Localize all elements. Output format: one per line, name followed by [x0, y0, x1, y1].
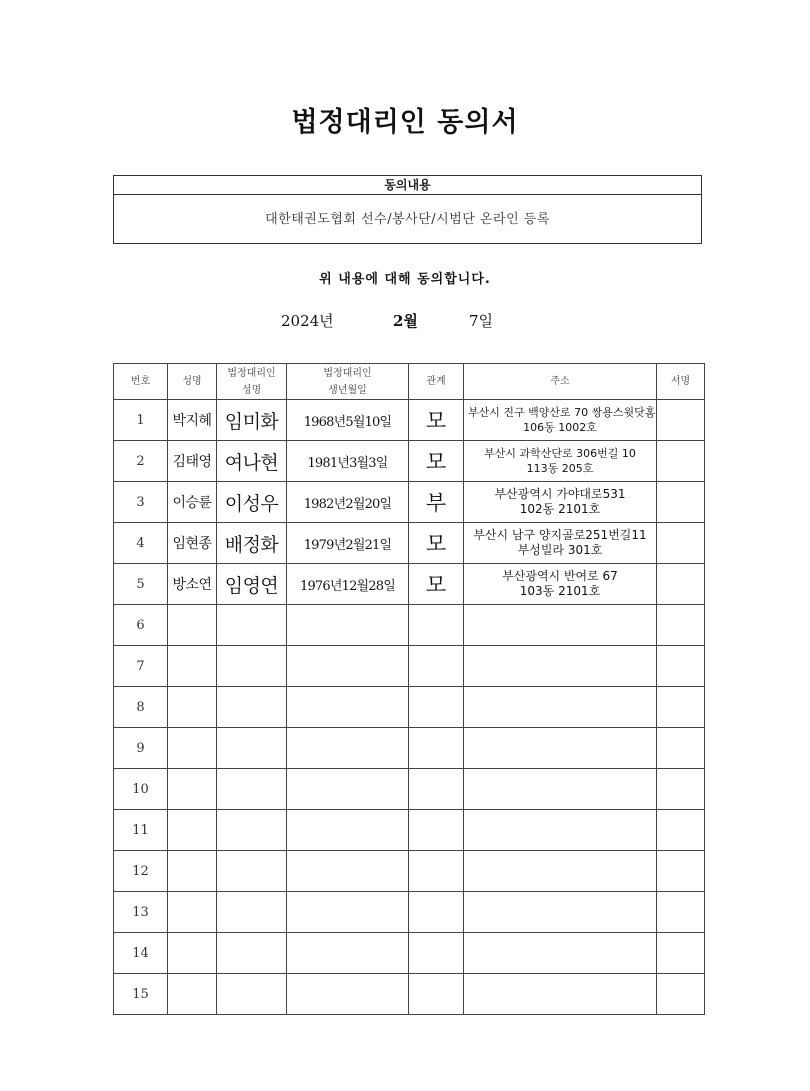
address-line-2: 106동 1002호 [523, 421, 597, 434]
table-row [114, 605, 705, 646]
row-number: 11 [114, 810, 168, 851]
signature-cell[interactable] [657, 441, 705, 482]
student-name: 방소연 [168, 564, 217, 605]
relation [409, 646, 464, 687]
row-number: 5 [114, 564, 168, 605]
address-line-1: 부산시 과학산단로 306번길 10 [484, 447, 636, 460]
address [464, 769, 657, 810]
address [464, 851, 657, 892]
address [464, 892, 657, 933]
student-name [168, 892, 217, 933]
student-name [168, 933, 217, 974]
table-row [114, 441, 705, 482]
guardian-birthdate [287, 851, 409, 892]
table-row [114, 892, 705, 933]
guardian-name [217, 605, 287, 646]
header-signature: 서명 [657, 364, 705, 400]
relation [409, 974, 464, 1015]
relation: 모 [409, 400, 464, 441]
guardian-name: 임영연 [217, 564, 287, 605]
guardian-birthdate: 1976년12월28일 [287, 564, 409, 605]
address [464, 974, 657, 1015]
guardian-name: 배정화 [217, 523, 287, 564]
signature-cell[interactable] [657, 974, 705, 1015]
signature-cell[interactable] [657, 400, 705, 441]
table-row [114, 523, 705, 564]
header-rep-name-line2: 성명 [241, 384, 262, 396]
address-line-1: 부산광역시 가야대로531 [494, 487, 626, 501]
student-name [168, 728, 217, 769]
guardian-name [217, 810, 287, 851]
guardian-name [217, 974, 287, 1015]
student-name [168, 810, 217, 851]
address-line-1: 부산시 진구 백양산로 70 쌍용스윗닷홈 [468, 406, 656, 419]
guardian-birthdate [287, 933, 409, 974]
date-month: 2월 [393, 312, 418, 330]
row-number: 9 [114, 728, 168, 769]
signature-cell[interactable] [657, 482, 705, 523]
row-number: 10 [114, 769, 168, 810]
relation: 모 [409, 441, 464, 482]
date-year: 2024년 [281, 312, 334, 330]
header-rep-dob-line1: 법정대리인 [323, 367, 372, 379]
row-number: 3 [114, 482, 168, 523]
header-rep-name [217, 364, 287, 400]
consent-box [113, 175, 702, 244]
guardian-name [217, 728, 287, 769]
student-name [168, 687, 217, 728]
student-name: 임현종 [168, 523, 217, 564]
table-row [114, 851, 705, 892]
table-row [114, 728, 705, 769]
table-row [114, 564, 705, 605]
table-header-row [114, 364, 705, 400]
signature-cell[interactable] [657, 564, 705, 605]
guardian-birthdate: 1982년2월20일 [287, 482, 409, 523]
address [464, 810, 657, 851]
address-line-2: 103동 2101호 [519, 584, 601, 598]
address-line-2: 부성빌라 301호 [517, 543, 603, 557]
table-row [114, 810, 705, 851]
address [464, 728, 657, 769]
relation [409, 810, 464, 851]
header-rep-dob [287, 364, 409, 400]
row-number: 4 [114, 523, 168, 564]
guardian-birthdate [287, 605, 409, 646]
address [464, 687, 657, 728]
address [464, 605, 657, 646]
signature-cell[interactable] [657, 728, 705, 769]
signature-cell[interactable] [657, 769, 705, 810]
table-row [114, 482, 705, 523]
date-day: 7일 [469, 312, 494, 330]
address [464, 441, 657, 482]
document-title: 법정대리인 동의서 [291, 107, 519, 138]
signature-cell[interactable] [657, 810, 705, 851]
signature-cell[interactable] [657, 523, 705, 564]
address-line-2: 113동 205호 [526, 462, 594, 475]
guardian-birthdate: 1968년5월10일 [287, 400, 409, 441]
table-row [114, 974, 705, 1015]
relation: 모 [409, 523, 464, 564]
student-name [168, 769, 217, 810]
address [464, 646, 657, 687]
guardian-birthdate [287, 687, 409, 728]
student-name: 이승륜 [168, 482, 217, 523]
signature-cell[interactable] [657, 646, 705, 687]
consent-header: 동의내용 [114, 176, 701, 195]
header-name: 성명 [168, 364, 217, 400]
guardian-name: 임미화 [217, 400, 287, 441]
header-rep-name-line1: 법정대리인 [227, 367, 276, 379]
row-number: 2 [114, 441, 168, 482]
address-line-1: 부산시 남구 양지골로251번길11 [473, 528, 647, 542]
relation [409, 851, 464, 892]
guardian-birthdate [287, 810, 409, 851]
signature-cell[interactable] [657, 892, 705, 933]
row-number: 7 [114, 646, 168, 687]
guardian-birthdate: 1979년2월21일 [287, 523, 409, 564]
header-rep-dob-line2: 생년월일 [328, 384, 367, 396]
student-name: 박지혜 [168, 400, 217, 441]
relation [409, 933, 464, 974]
student-name [168, 851, 217, 892]
guardian-name [217, 851, 287, 892]
table-row [114, 400, 705, 441]
guardian-name: 여나현 [217, 441, 287, 482]
student-name [168, 974, 217, 1015]
guardian-birthdate: 1981년3월3일 [287, 441, 409, 482]
table-row [114, 769, 705, 810]
signature-cell[interactable] [657, 605, 705, 646]
row-number: 12 [114, 851, 168, 892]
guardian-name [217, 646, 287, 687]
relation [409, 687, 464, 728]
row-number: 15 [114, 974, 168, 1015]
table-row [114, 646, 705, 687]
relation [409, 605, 464, 646]
signature-cell[interactable] [657, 851, 705, 892]
relation: 모 [409, 564, 464, 605]
consent-text: 대한태권도협회 선수/봉사단/시범단 온라인 등록 [265, 212, 550, 227]
relation [409, 769, 464, 810]
header-relation: 관계 [409, 364, 464, 400]
address-line-1: 부산광역시 반여로 67 [502, 569, 618, 583]
address-line-2: 102동 2101호 [519, 502, 601, 516]
guardian-name [217, 769, 287, 810]
signature-cell[interactable] [657, 933, 705, 974]
guardian-birthdate [287, 728, 409, 769]
address [464, 933, 657, 974]
student-name [168, 605, 217, 646]
guardian-name [217, 933, 287, 974]
guardian-name [217, 892, 287, 933]
student-name: 김태영 [168, 441, 217, 482]
address [464, 523, 657, 564]
row-number: 1 [114, 400, 168, 441]
row-number: 14 [114, 933, 168, 974]
guardian-birthdate [287, 769, 409, 810]
address [464, 564, 657, 605]
table-row [114, 933, 705, 974]
student-name [168, 646, 217, 687]
agree-statement: 위 내용에 대해 동의합니다. [319, 272, 491, 287]
guardian-birthdate [287, 892, 409, 933]
row-number: 8 [114, 687, 168, 728]
relation: 부 [409, 482, 464, 523]
signature-cell[interactable] [657, 687, 705, 728]
address [464, 482, 657, 523]
roster-table [113, 363, 705, 1015]
address [464, 400, 657, 441]
guardian-name [217, 687, 287, 728]
header-address: 주소 [464, 364, 657, 400]
guardian-birthdate [287, 974, 409, 1015]
guardian-name: 이성우 [217, 482, 287, 523]
row-number: 6 [114, 605, 168, 646]
relation [409, 892, 464, 933]
header-no: 번호 [114, 364, 168, 400]
guardian-birthdate [287, 646, 409, 687]
table-row [114, 687, 705, 728]
row-number: 13 [114, 892, 168, 933]
relation [409, 728, 464, 769]
